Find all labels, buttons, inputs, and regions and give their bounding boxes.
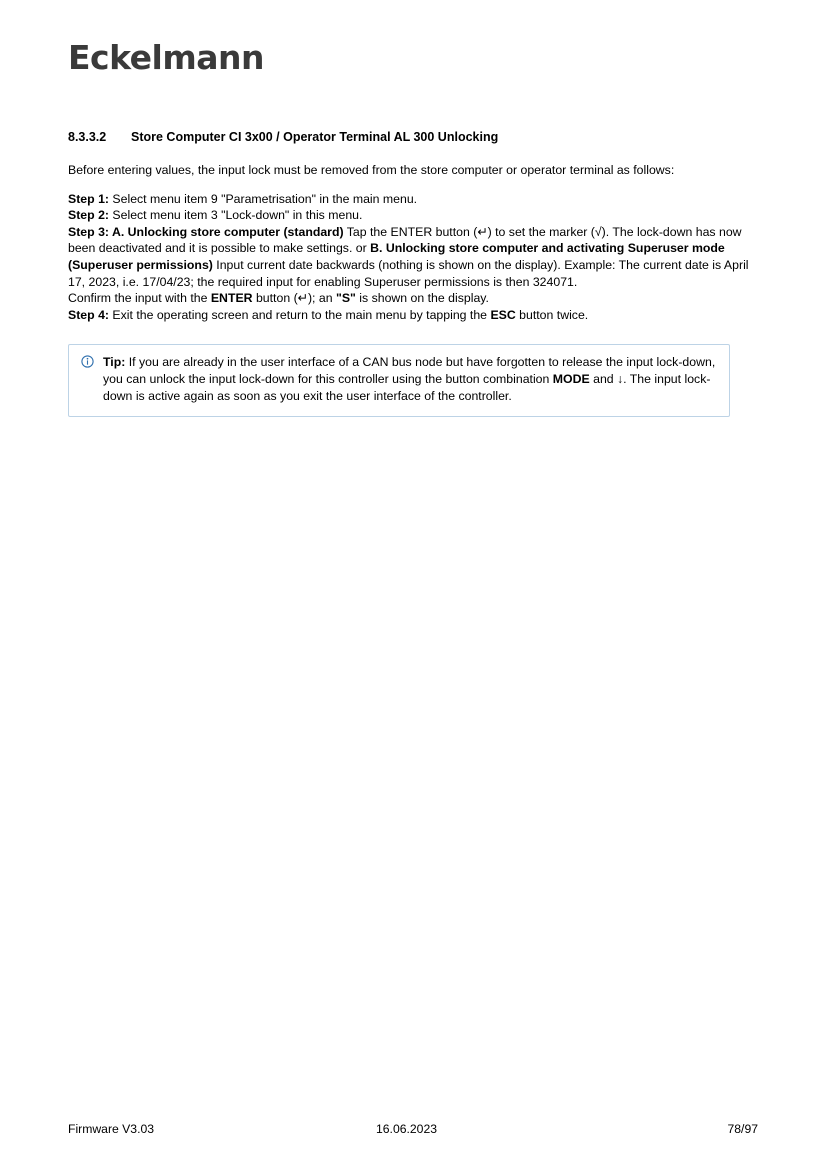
steps-paragraph: [68, 191, 758, 324]
confirm-text-pre: Confirm the input with the: [68, 291, 211, 306]
esc-button-label: ESC: [490, 307, 516, 322]
tip-text-post: and ↓. The input lock-down is active again as soon as you exit the user interface of the controller.: [103, 372, 711, 403]
footer-page-number: 78/97: [727, 1122, 758, 1136]
superuser-indicator: "S": [336, 291, 356, 306]
tip-text-pre: If you are already in the user interface of a CAN bus node but have forgotten to release the input lock-down, you can unlock the input lock-down for this controller using the button combination: [103, 355, 716, 387]
step3-option-a-title: A. Unlocking store computer (standard): [109, 224, 344, 239]
enter-button-label: ENTER: [210, 291, 253, 306]
page-title: [68, 130, 758, 144]
mode-button-label: MODE: [552, 372, 590, 387]
confirm-text-mid: button (↵); an: [252, 291, 336, 306]
tip-label: Tip:: [103, 355, 126, 370]
company-logo: Eckelmann: [68, 38, 264, 77]
step3-option-b-title: B. Unlocking store computer and activating Superuser mode (Superuser permissions): [68, 241, 725, 272]
footer-firmware: Firmware V3.03: [68, 1122, 155, 1136]
confirm-text-post: is shown on the display.: [355, 291, 489, 306]
footer-date: 16.06.2023: [376, 1122, 437, 1136]
step2-label: Step 2:: [68, 208, 109, 223]
info-icon: [81, 355, 103, 368]
intro-paragraph: Before entering values, the input lock must be removed from the store computer or operator terminal as follows:: [68, 163, 675, 177]
section-title: Store Computer CI 3x00 / Operator Terminal AL 300 Unlocking: [131, 130, 499, 144]
tip-text: [103, 354, 717, 404]
section-number: 8.3.3.2: [68, 130, 107, 144]
step4-label: Step 4:: [68, 307, 109, 322]
step1-text: Select menu item 9 "Parametrisation" in the main menu.: [109, 191, 418, 206]
step3-option-b-text: Input current date backwards (nothing is shown on the display). Example: The current date is April 17, 2023, i.e. 17/04/23; the required input for enabling Superuser permissions is then 324071.: [68, 257, 749, 289]
step2-text: Select menu item 3 "Lock-down" in this menu.: [109, 208, 363, 223]
step3-label: Step 3:: [68, 224, 109, 239]
step3-option-a-text: Tap the ENTER button (↵) to set the marker (√). The lock-down has now been deactivated and it is possible to make settings. or: [68, 224, 742, 256]
step4-text-post: button twice.: [515, 307, 589, 322]
page-content: [68, 130, 758, 417]
step4-text-pre: Exit the operating screen and return to the main menu by tapping the: [109, 307, 491, 322]
step1-label: Step 1:: [68, 191, 109, 206]
tip-callout: [68, 344, 730, 416]
